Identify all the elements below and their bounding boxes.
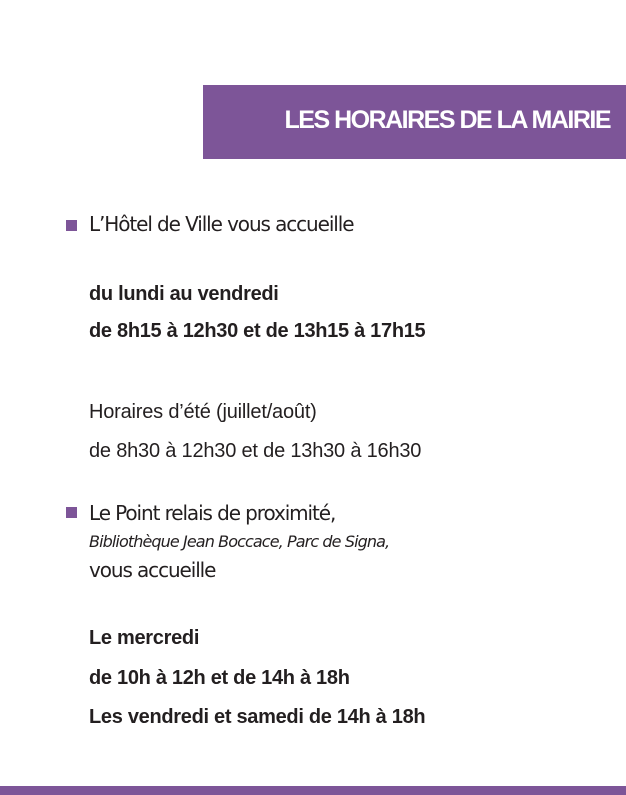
header-banner [203,85,626,159]
summer-label: Horaires d’été (juillet/août) [89,401,317,423]
hotel-de-ville-intro: L’Hôtel de Ville vous accueille [89,212,354,236]
wednesday-hours: de 10h à 12h et de 14h à 18h [89,667,350,689]
friday-saturday-hours: Les vendredi et samedi de 14h à 18h [89,706,426,728]
point-relais-intro-end: vous accueille [89,558,216,582]
bullet-icon [66,507,77,518]
point-relais-intro: Le Point relais de proximité, [89,501,336,525]
weekdays-label: du lundi au vendredi [89,283,279,305]
page-title: LES HORAIRES DE LA MAIRIE [284,106,610,134]
footer-bar [0,786,626,795]
weekdays-hours: de 8h15 à 12h30 et de 13h15 à 17h15 [89,320,426,342]
summer-hours: de 8h30 à 12h30 et de 13h30 à 16h30 [89,440,422,462]
bullet-icon [66,220,77,231]
wednesday-label: Le mercredi [89,627,200,649]
point-relais-location: Bibliothèque Jean Boccace, Parc de Signa, [89,532,390,551]
